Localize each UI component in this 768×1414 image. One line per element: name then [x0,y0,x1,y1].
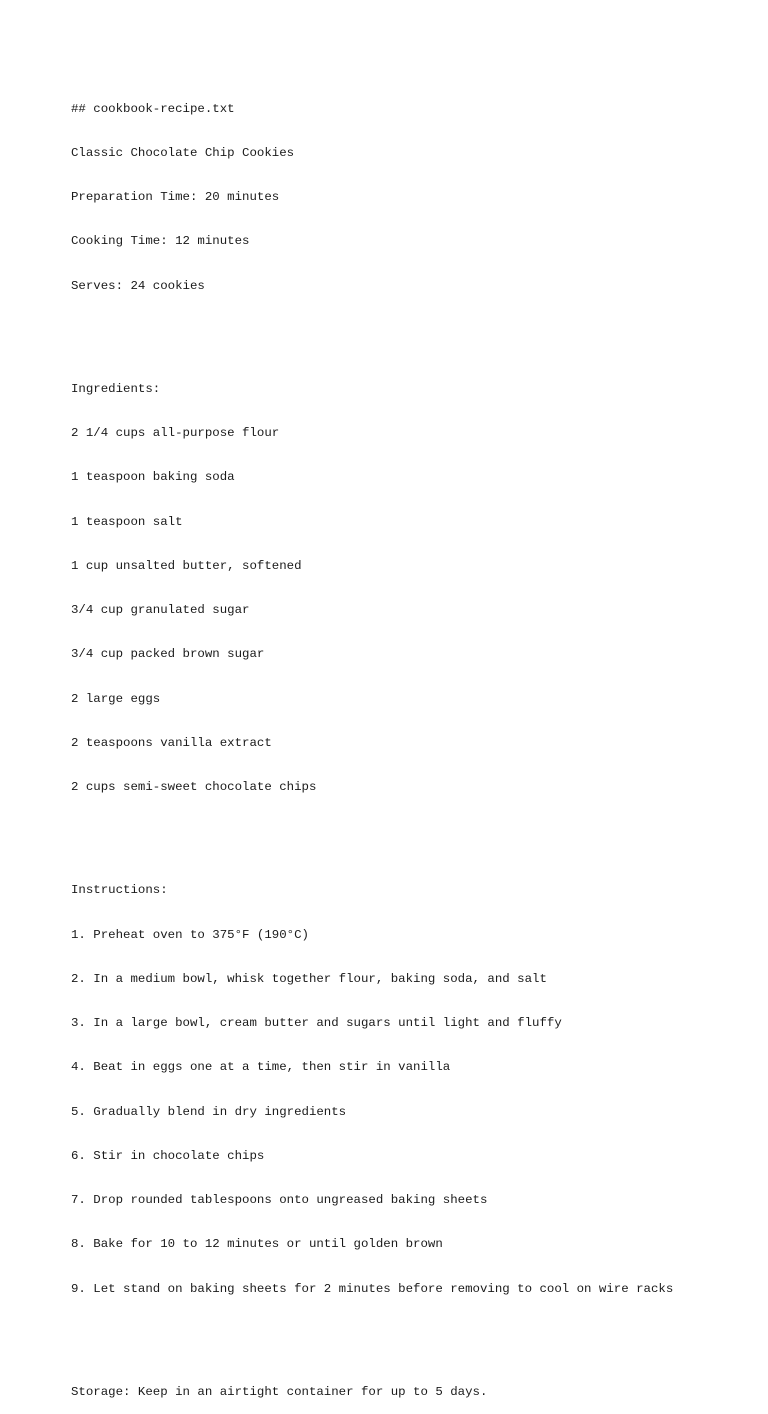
instructions-heading: Instructions: [71,883,168,898]
recipe-title: Classic Chocolate Chip Cookies [71,145,295,160]
ingredient-item: 1 cup unsalted butter, softened [71,558,302,573]
instruction-step: 8. Bake for 10 to 12 minutes or until golden brown [71,1237,443,1252]
instruction-step: 3. In a large bowl, cream butter and sugars until light and fluffy [71,1016,562,1030]
instruction-step: 6. Stir in chocolate chips [71,1148,265,1163]
blank-line [71,1326,751,1341]
cook-time: Cooking Time: 12 minutes [71,234,250,249]
ingredient-item: 1 teaspoon baking soda [71,470,235,485]
instruction-step: 4. Beat in eggs one at a time, then stir in vanilla [71,1060,451,1075]
instruction-step: 5. Gradually blend in dry ingredients [71,1104,347,1119]
ingredient-item: 2 teaspoons vanilla extract [71,735,272,750]
serves: Serves: 24 cookies [71,278,205,293]
instruction-step: 2. In a medium bowl, whisk together flour, baking soda, and salt [71,971,547,986]
file-header: ## cookbook-recipe.txt [71,101,235,116]
blank-line [71,323,751,338]
prep-time: Preparation Time: 20 minutes [71,190,280,204]
storage-note: Storage: Keep in an airtight container for up to 5 days. [71,1384,488,1399]
ingredient-item: 1 teaspoon salt [71,514,183,529]
ingredient-item: 2 1/4 cups all-purpose flour [71,426,280,440]
instruction-step: 7. Drop rounded tablespoons onto ungreased baking sheets [71,1193,488,1207]
blank-line [71,824,751,839]
ingredients-heading: Ingredients: [71,381,161,396]
ingredient-item: 2 cups semi-sweet chocolate chips [71,780,317,794]
ingredient-item: 2 large eggs [71,691,161,706]
ingredient-item: 3/4 cup packed brown sugar [71,647,265,662]
recipe-document [71,72,751,1414]
instruction-step: 9. Let stand on baking sheets for 2 minutes before removing to cool on wire racks [71,1281,674,1296]
ingredient-item: 3/4 cup granulated sugar [71,603,250,617]
instruction-step: 1. Preheat oven to 375°F (190°C) [71,927,309,942]
